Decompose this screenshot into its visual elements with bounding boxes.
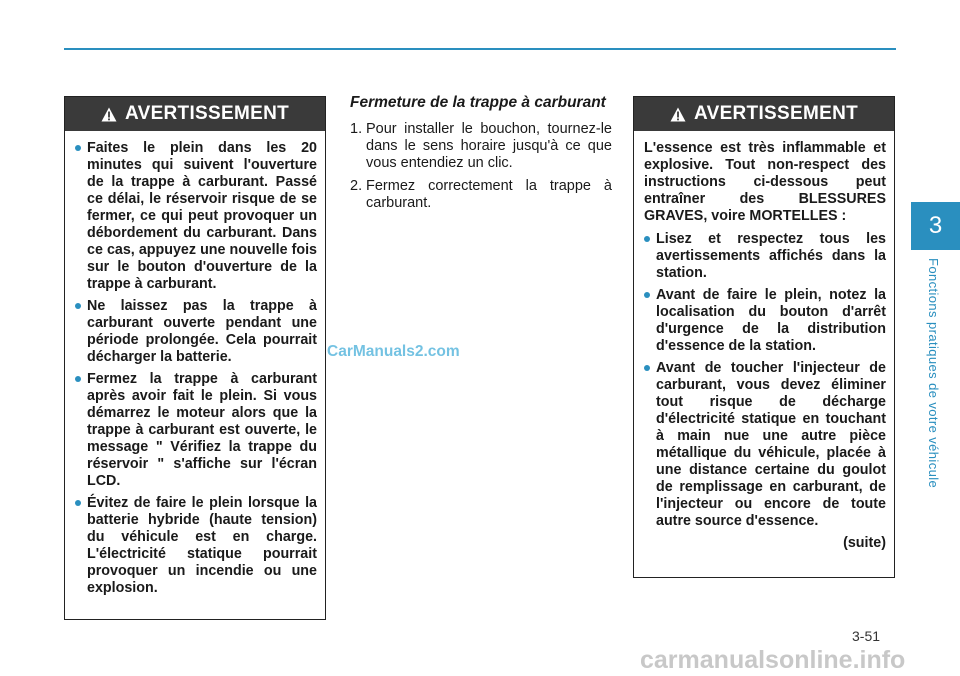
warning-header xyxy=(65,97,325,131)
warning-item-text: Faites le plein dans les 20 minutes qui suivent l'ouverture de la trappe à carburant. Passé ce délai, le réservoir risque de se fermer, ce qui peut provoquer un débordement du carburant. Dans ce cas, appuyez une nouvelle fois sur le bouton d'ouverture de la trappe à carburant. xyxy=(87,140,317,292)
warning-header xyxy=(634,97,894,131)
warning-item xyxy=(644,231,886,282)
warning-item xyxy=(75,495,317,597)
chapter-tab[interactable] xyxy=(911,202,960,250)
step-number: 1. xyxy=(350,121,363,137)
step-item xyxy=(350,178,612,212)
section-fuel-door-closing xyxy=(350,94,612,218)
warning-item-text: Avant de faire le plein, notez la localisation du bouton d'arrêt d'urgence de la distribution d'essence de la station. xyxy=(656,287,886,354)
warning-item xyxy=(75,298,317,366)
watermark-small: CarManuals2.com xyxy=(327,343,460,360)
warning-item xyxy=(75,140,317,293)
warning-triangle-icon xyxy=(101,107,117,122)
warning-list xyxy=(75,140,317,597)
warning-box-right xyxy=(633,96,895,578)
continued-label: (suite) xyxy=(843,535,886,551)
warning-item-text: Avant de toucher l'injecteur de carburant, vous devez éliminer tout risque de décharge d'électricité statique en touchant à main nue une autre pièce métallique du véhicule, placée à une distance certaine du goulot de remplissage en carburant, de l'injecteur ou encore de toute autre source d'essence. xyxy=(656,360,886,529)
bullet-icon xyxy=(75,303,81,309)
warning-item xyxy=(644,287,886,355)
bullet-icon xyxy=(644,236,650,242)
page-number: 3-51 xyxy=(852,628,881,644)
bullet-icon xyxy=(75,145,81,151)
bullet-icon xyxy=(75,500,81,506)
watermark-bottom: carmanualsonline.info xyxy=(640,646,906,674)
warning-title: AVERTISSEMENT xyxy=(124,103,289,124)
warning-intro: L'essence est très inflammable et explosive. Tout non-respect des instructions ci-dessous peut entraîner des BLESSURES GRAVES, voire MORTELLES : xyxy=(644,140,886,224)
warning-item-text: Évitez de faire le plein lorsque la batterie hybride (haute tension) du véhicule est en charge. L'électricité statique pourrait provoquer un incendie ou une explosion. xyxy=(87,495,317,596)
section-heading: Fermeture de la trappe à carburant xyxy=(350,94,606,111)
chapter-number: 3 xyxy=(928,212,943,239)
warning-item xyxy=(75,371,317,490)
warning-title: AVERTISSEMENT xyxy=(693,103,858,124)
warning-item-text: Lisez et respectez tous les avertissements affichés dans la station. xyxy=(656,231,886,281)
chapter-label: Fonctions pratiques de votre véhicule xyxy=(926,258,941,489)
step-text: Fermez correctement la trappe à carburant. xyxy=(366,178,612,211)
bullet-icon xyxy=(75,376,81,382)
warning-item-text: Fermez la trappe à carburant après avoir fait le plein. Si vous démarrez le moteur alors que la trappe à carburant est ouverte, le message " Vérifiez la trappe du réservoir " s'affiche sur l'écran LCD. xyxy=(87,371,317,489)
bullet-icon xyxy=(644,292,650,298)
step-text: Pour installer le bouchon, tournez-le dans le sens horaire jusqu'à ce que vous entendiez un clic. xyxy=(366,121,612,171)
bullet-icon xyxy=(644,365,650,371)
warning-list xyxy=(644,231,886,530)
steps-list xyxy=(350,121,612,212)
top-rule xyxy=(64,48,896,50)
warning-box-left xyxy=(64,96,326,620)
warning-item xyxy=(644,360,886,530)
step-item xyxy=(350,121,612,172)
warning-item-text: Ne laissez pas la trappe à carburant ouverte pendant une période prolongée. Cela pourrait décharger la batterie. xyxy=(87,298,317,365)
warning-triangle-icon xyxy=(670,107,686,122)
step-number: 2. xyxy=(350,178,363,194)
